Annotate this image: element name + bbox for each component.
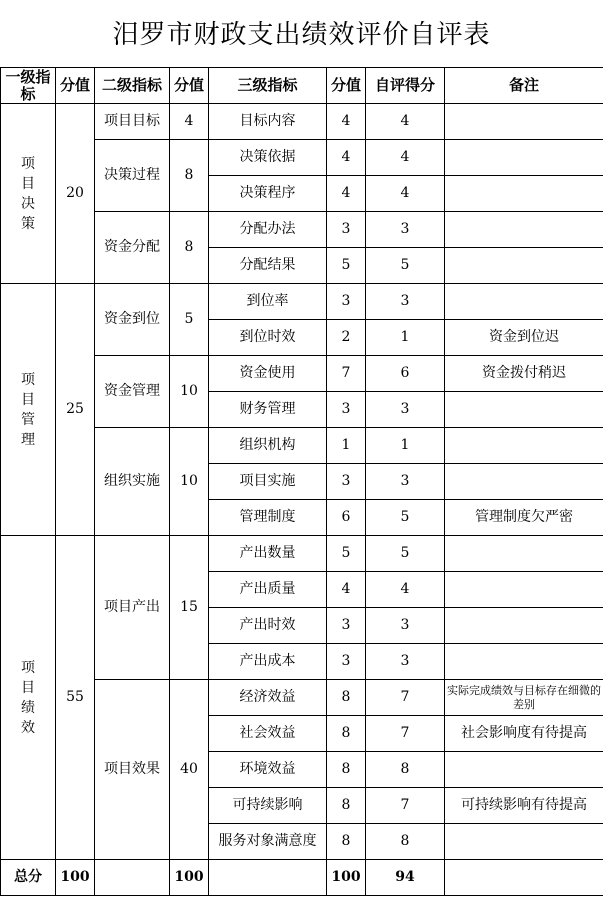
header-row	[1, 68, 603, 104]
level2-score: 8	[170, 140, 209, 212]
level2-name: 资金分配	[95, 212, 170, 284]
level1-name: 项目绩效	[21, 659, 35, 736]
level3-name: 决策程序	[209, 176, 327, 212]
level3-score: 3	[327, 644, 366, 680]
level3-score: 7	[327, 356, 366, 392]
level3-score: 6	[327, 500, 366, 536]
level3-name: 可持续影响	[209, 788, 327, 824]
page-title: 汨罗市财政支出绩效评价自评表	[112, 20, 491, 50]
remark	[445, 572, 603, 608]
level2-name: 资金到位	[95, 284, 170, 356]
level1-name: 项目管理	[21, 371, 35, 448]
self-score: 3	[366, 212, 445, 248]
total-score1: 100	[56, 860, 95, 896]
self-score: 3	[366, 608, 445, 644]
total-score3: 100	[327, 860, 366, 896]
total-score2: 100	[170, 860, 209, 896]
level2-name: 决策过程	[95, 140, 170, 212]
self-score: 5	[366, 536, 445, 572]
level3-name: 环境效益	[209, 752, 327, 788]
level2-score: 15	[170, 536, 209, 680]
level1-cell	[1, 104, 56, 284]
level3-name: 决策依据	[209, 140, 327, 176]
self-score: 6	[366, 356, 445, 392]
header-level3: 三级指标	[209, 68, 327, 104]
level2-name: 资金管理	[95, 356, 170, 428]
self-score: 4	[366, 140, 445, 176]
level3-score: 5	[327, 536, 366, 572]
header-level1: 一级指标	[1, 68, 56, 104]
level3-score: 8	[327, 788, 366, 824]
level3-score: 3	[327, 212, 366, 248]
level3-name: 分配办法	[209, 212, 327, 248]
level3-name: 项目实施	[209, 464, 327, 500]
level2-score: 10	[170, 428, 209, 536]
level3-score: 5	[327, 248, 366, 284]
table-row	[1, 104, 603, 140]
level3-score: 4	[327, 176, 366, 212]
remark	[445, 644, 603, 680]
remark	[445, 284, 603, 320]
level1-cell	[1, 536, 56, 860]
header-score1: 分值	[56, 68, 95, 104]
header-score3: 分值	[327, 68, 366, 104]
level3-name: 资金使用	[209, 356, 327, 392]
remark: 社会影响度有待提高	[445, 716, 603, 752]
level3-name: 产出质量	[209, 572, 327, 608]
header-self-score: 自评得分	[366, 68, 445, 104]
self-score: 8	[366, 752, 445, 788]
level1-score: 25	[56, 284, 95, 536]
header-score2: 分值	[170, 68, 209, 104]
remark	[445, 248, 603, 284]
self-score: 7	[366, 716, 445, 752]
self-score: 5	[366, 248, 445, 284]
level2-name: 项目效果	[95, 680, 170, 860]
remark	[445, 176, 603, 212]
level3-score: 8	[327, 680, 366, 716]
level3-name: 到位时效	[209, 320, 327, 356]
remark: 资金到位迟	[445, 320, 603, 356]
total-empty-level3	[209, 860, 327, 896]
total-label: 总分	[1, 860, 56, 896]
remark	[445, 104, 603, 140]
level3-name: 管理制度	[209, 500, 327, 536]
level2-score: 4	[170, 104, 209, 140]
remark	[445, 464, 603, 500]
level3-name: 目标内容	[209, 104, 327, 140]
evaluation-table	[0, 67, 603, 896]
level3-score: 2	[327, 320, 366, 356]
remark	[445, 824, 603, 860]
level3-name: 分配结果	[209, 248, 327, 284]
total-empty-level2	[95, 860, 170, 896]
level2-name: 项目目标	[95, 104, 170, 140]
level1-cell	[1, 284, 56, 536]
total-empty-remark	[445, 860, 603, 896]
header-level2: 二级指标	[95, 68, 170, 104]
self-score: 7	[366, 680, 445, 716]
level3-score: 4	[327, 140, 366, 176]
level2-score: 8	[170, 212, 209, 284]
level2-name: 组织实施	[95, 428, 170, 536]
remark	[445, 212, 603, 248]
remark	[445, 536, 603, 572]
remark: 实际完成绩效与目标存在细微的差别	[445, 680, 603, 716]
header-remarks: 备注	[445, 68, 603, 104]
level3-score: 1	[327, 428, 366, 464]
level3-name: 产出时效	[209, 608, 327, 644]
level2-score: 40	[170, 680, 209, 860]
level2-name: 项目产出	[95, 536, 170, 680]
self-score: 3	[366, 464, 445, 500]
level3-score: 8	[327, 824, 366, 860]
level3-name: 到位率	[209, 284, 327, 320]
total-row	[1, 860, 603, 896]
self-score: 4	[366, 104, 445, 140]
remark	[445, 608, 603, 644]
level3-score: 3	[327, 464, 366, 500]
level3-name: 产出成本	[209, 644, 327, 680]
level3-name: 经济效益	[209, 680, 327, 716]
level3-score: 3	[327, 284, 366, 320]
level3-score: 4	[327, 572, 366, 608]
self-score: 4	[366, 572, 445, 608]
table-row	[1, 536, 603, 572]
level3-score: 4	[327, 104, 366, 140]
level1-score: 55	[56, 536, 95, 860]
remark	[445, 392, 603, 428]
self-score: 4	[366, 176, 445, 212]
remark	[445, 140, 603, 176]
level3-score: 8	[327, 716, 366, 752]
remark: 资金拨付稍迟	[445, 356, 603, 392]
level2-score: 5	[170, 284, 209, 356]
remark: 管理制度欠严密	[445, 500, 603, 536]
level3-name: 服务对象满意度	[209, 824, 327, 860]
level3-score: 8	[327, 752, 366, 788]
remark	[445, 752, 603, 788]
level1-score: 20	[56, 104, 95, 284]
table-row	[1, 284, 603, 320]
level2-score: 10	[170, 356, 209, 428]
total-self-score: 94	[366, 860, 445, 896]
level3-name: 财务管理	[209, 392, 327, 428]
level1-name: 项目决策	[21, 155, 35, 232]
self-score: 1	[366, 428, 445, 464]
self-score: 5	[366, 500, 445, 536]
remark	[445, 428, 603, 464]
self-score: 1	[366, 320, 445, 356]
level3-score: 3	[327, 608, 366, 644]
self-score: 3	[366, 644, 445, 680]
level3-name: 产出数量	[209, 536, 327, 572]
self-score: 3	[366, 284, 445, 320]
level3-name: 组织机构	[209, 428, 327, 464]
level3-name: 社会效益	[209, 716, 327, 752]
remark: 可持续影响有待提高	[445, 788, 603, 824]
level3-score: 3	[327, 392, 366, 428]
self-score: 7	[366, 788, 445, 824]
self-score: 8	[366, 824, 445, 860]
self-score: 3	[366, 392, 445, 428]
